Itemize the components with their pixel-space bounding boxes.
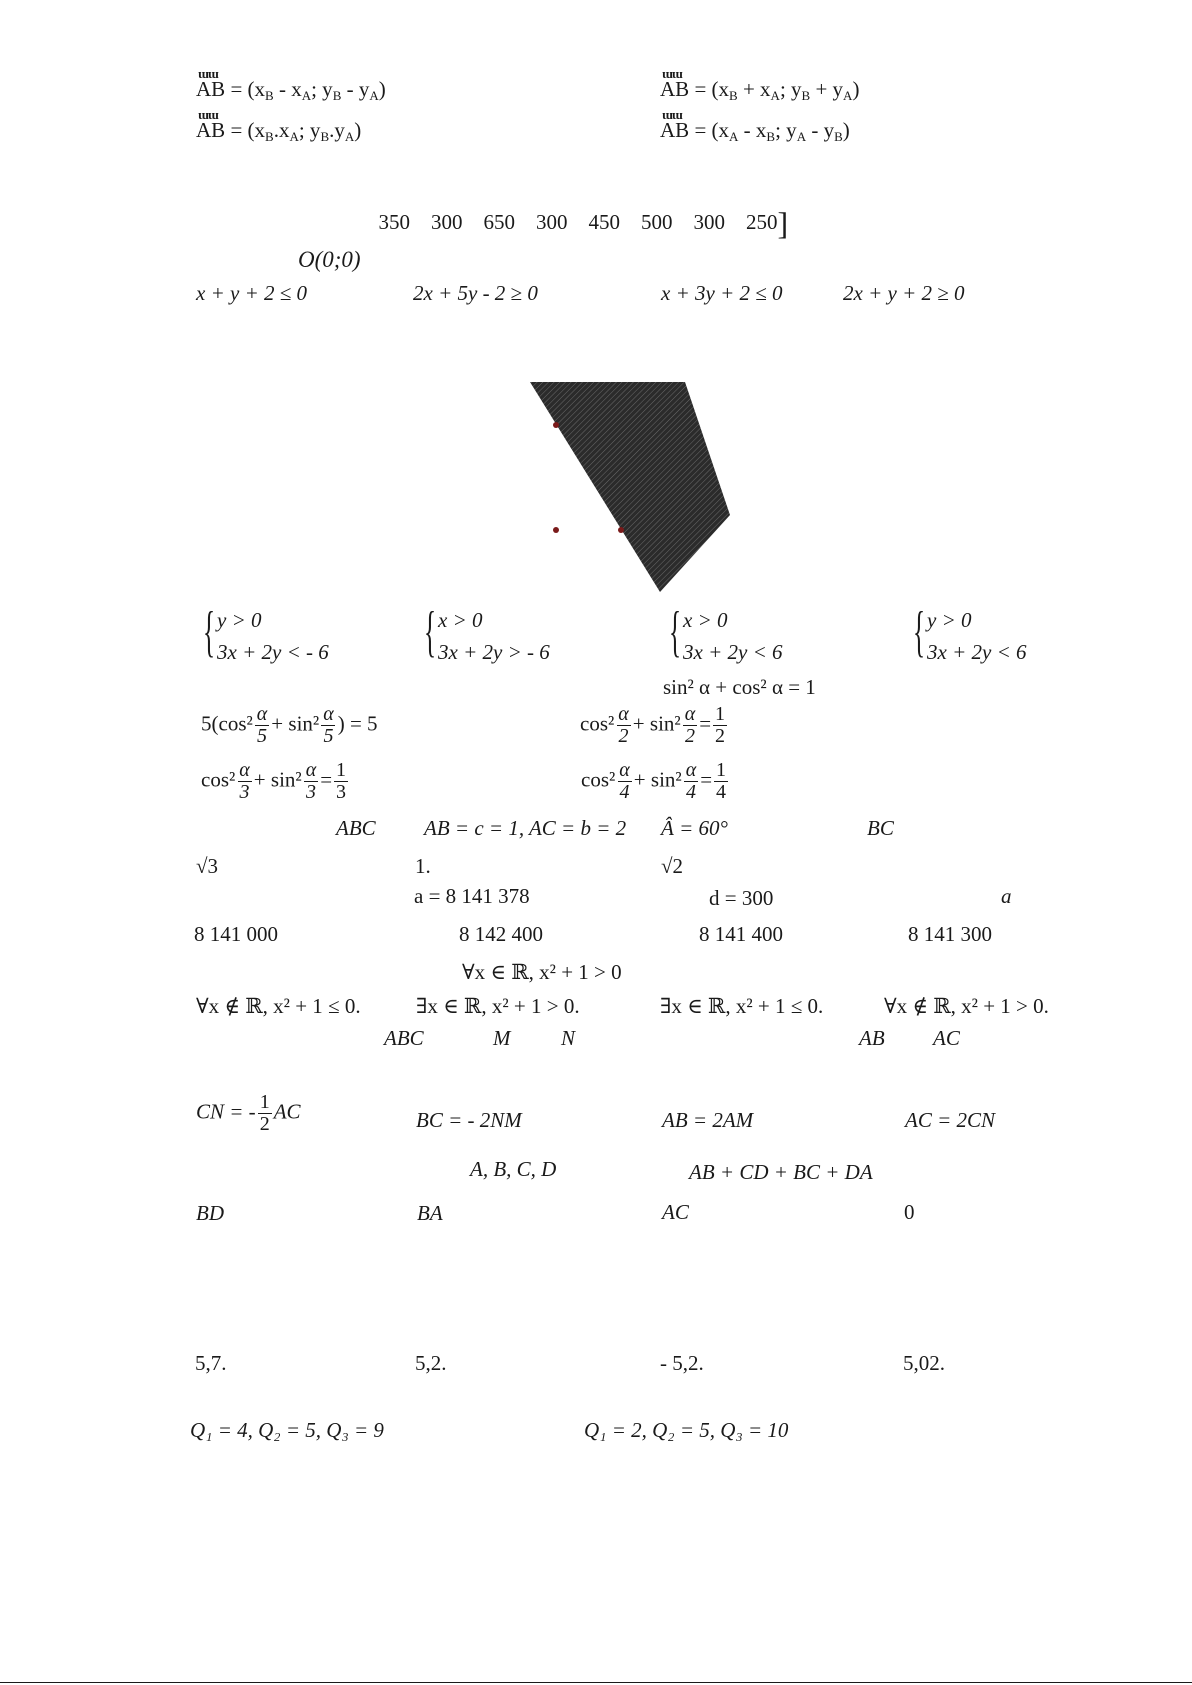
inequality-option-b: 2x + 5y - 2 ≥ 0 <box>413 281 538 305</box>
vector-option-c: AB = ($x_B.x_A$; $y_B.y_A$) <box>196 118 362 144</box>
vector-arrow-mark: ɯɯ <box>662 66 682 81</box>
origin-label: O(0;0) <box>298 247 361 272</box>
midpoint-option-d: AC = 2CN <box>905 1108 996 1132</box>
approx-option-a: 8 141 000 <box>194 922 278 946</box>
approx-a-value: a = 8 141 378 <box>414 884 530 908</box>
sum-option-d: 0 <box>904 1200 915 1224</box>
sum-option-c: AC <box>662 1200 689 1224</box>
shaded-region-figure <box>515 370 755 610</box>
inequality-option-d: 2x + y + 2 ≥ 0 <box>843 281 965 305</box>
page-bottom-rule <box>0 1682 1192 1683</box>
approx-option-b: 8 142 400 <box>459 922 543 946</box>
triangle-option-a: √3 <box>196 854 219 878</box>
system-option-c: { x > 0 3x + 2y < 6 <box>669 601 783 664</box>
midpoint-side-ac: AC <box>933 1026 960 1050</box>
four-points: A, B, C, D <box>470 1157 557 1181</box>
midpoint-option-c: AB = 2AM <box>662 1108 754 1132</box>
triangle-given: AB = c = 1, AC = b = 2 <box>424 816 627 840</box>
negation-option-d: ∀x ∉ ℝ, x² + 1 > 0. <box>884 994 1049 1018</box>
vector-sum: AB + CD + BC + DA <box>689 1160 873 1184</box>
vector-option-a: AB = ($x_B - x_A$; $y_B - y_A$) <box>196 77 386 103</box>
midpoint-triangle: ABC <box>384 1026 424 1050</box>
negation-option-b: ∃x ∈ ℝ, x² + 1 > 0. <box>416 994 580 1018</box>
triangle-target: BC <box>867 816 894 840</box>
negation-option-a: ∀x ∉ ℝ, x² + 1 ≤ 0. <box>196 994 361 1018</box>
triangle-option-b: 1. <box>415 854 431 878</box>
triangle-angle: Â = 60° <box>661 816 728 840</box>
midpoint-side-ab: AB <box>859 1026 885 1050</box>
feasible-region <box>530 382 730 592</box>
vector-option-d: AB = ($x_A - x_B$; $y_A - y_B$) <box>660 118 850 144</box>
point-marker <box>618 527 624 533</box>
trig-option-a: 5(cos² $\frac{\alpha}{5}$ + sin² $\frac{\alpha}{5}$ ) = 5 <box>201 703 378 747</box>
numeric-option-d: 5,02. <box>903 1351 945 1375</box>
point-marker <box>553 422 559 428</box>
approx-option-d: 8 141 300 <box>908 922 992 946</box>
triangle-name: ABC <box>336 816 376 840</box>
numeric-option-c: - 5,2. <box>660 1351 704 1375</box>
system-option-b: { x > 0 3x + 2y > - 6 <box>424 601 550 664</box>
vector-arrow-mark: ɯɯ <box>198 107 218 122</box>
inequality-option-a: x + y + 2 ≤ 0 <box>196 281 308 305</box>
trig-option-d: cos² $\frac{\alpha}{4}$ + sin² $\frac{\alpha}{4}$ = $\frac{1}{4}$ <box>581 759 727 803</box>
proposition: ∀x ∈ ℝ, x² + 1 > 0 <box>462 960 622 984</box>
sum-option-a: BD <box>196 1201 224 1225</box>
midpoint-n: N <box>561 1026 576 1050</box>
trig-option-b: cos² $\frac{\alpha}{2}$ + sin² $\frac{\alpha}{2}$ = $\frac{1}{2}$ <box>580 703 726 747</box>
inequality-option-c: x + 3y + 2 ≤ 0 <box>661 281 783 305</box>
quartile-option-b: Q₁ = 2, Q₂ = 5, Q₃ = 10 <box>584 1418 789 1442</box>
midpoint-option-b: BC = - 2NM <box>416 1108 522 1132</box>
midpoint-option-a: CN = - $\frac{1}{2}$ AC <box>196 1091 301 1135</box>
vector-lhs: AB <box>196 77 226 101</box>
trig-identity: sin² α + cos² α = 1 <box>663 675 816 699</box>
numeric-option-a: 5,7. <box>195 1351 227 1375</box>
system-option-d: { y > 0 3x + 2y < 6 <box>913 601 1027 664</box>
midpoint-m: M <box>493 1026 511 1050</box>
numeric-option-b: 5,2. <box>415 1351 447 1375</box>
sum-option-b: BA <box>417 1201 443 1225</box>
negation-option-c: ∃x ∈ ℝ, x² + 1 ≤ 0. <box>660 994 824 1018</box>
quartile-option-a: Q₁ = 4, Q₂ = 5, Q₃ = 9 <box>190 1418 384 1442</box>
data-row: 350 300 650 300 450 500 300 250] <box>378 205 789 241</box>
trig-option-c: cos² $\frac{\alpha}{3}$ + sin² $\frac{\alpha}{3}$ = $\frac{1}{3}$ <box>201 759 347 803</box>
point-marker <box>553 527 559 533</box>
approx-a-label: a <box>1001 884 1012 908</box>
vector-option-b: AB = ($x_B + x_A$; $y_B + y_A$) <box>660 77 860 103</box>
triangle-option-c: √2 <box>661 854 684 878</box>
approx-option-c: 8 141 400 <box>699 922 783 946</box>
system-option-a: { y > 0 3x + 2y < - 6 <box>203 601 329 664</box>
vector-arrow-mark: ɯɯ <box>662 107 682 122</box>
approx-d-value: d = 300 <box>709 886 774 910</box>
vector-arrow-mark: ɯɯ <box>198 66 218 81</box>
